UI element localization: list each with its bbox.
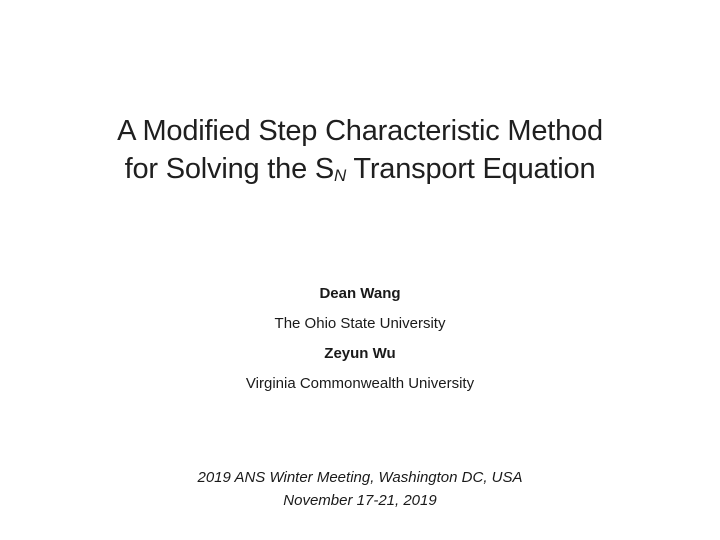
- slide-title: [40, 112, 680, 195]
- author-name-1: Dean Wang: [319, 285, 401, 302]
- author-block: [40, 279, 680, 399]
- title-line-1: A Modified Step Characteristic Method: [117, 115, 603, 147]
- title-subscript: N: [334, 166, 347, 185]
- title-line-2-suffix: Transport Equation: [346, 153, 596, 185]
- author-affiliation-2: Virginia Commonwealth University: [245, 375, 475, 392]
- meeting-dates: November 17-21, 2019: [283, 492, 437, 509]
- title-line-2-prefix: for Solving the S: [124, 153, 334, 185]
- meeting-info: [40, 466, 680, 512]
- author-name-2: Zeyun Wu: [324, 345, 396, 362]
- meeting-name: 2019 ANS Winter Meeting, Washington DC, USA: [197, 469, 523, 486]
- author-affiliation-1: The Ohio State University: [274, 315, 446, 332]
- title-line-2: [40, 150, 680, 195]
